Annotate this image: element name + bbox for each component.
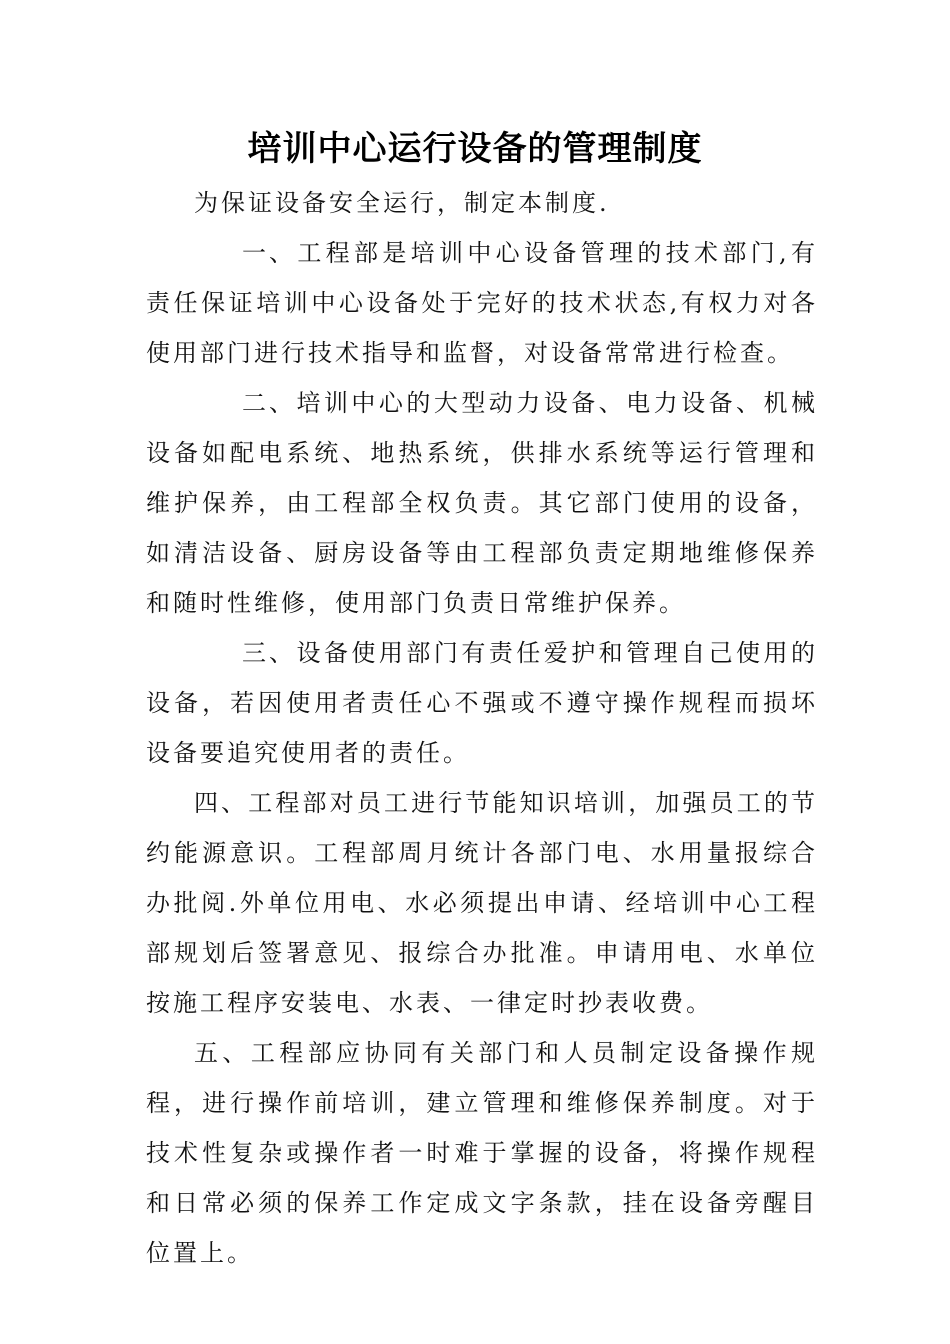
document-title: 培训中心运行设备的管理制度 xyxy=(247,129,703,169)
clause-3 xyxy=(146,628,818,778)
clause-5-text: 工程部应协同有关部门和人员制定设备操作规程，进行操作前培训，建立管理和维修保养制度。对于技术性复杂或操作者一时难于掌握的设备，将操作规程和日常必须的保养工作定成文字条款，挂在设备旁醒目位置上。 xyxy=(146,1039,819,1267)
clause-5 xyxy=(146,1028,818,1278)
clause-2-text: 培训中心的大型动力设备、电力设备、机械设备如配电系统、地热系统，供排水系统等运行管理和维护保养，由工程部全权负责。其它部门使用的设备，如清洁设备、厨房设备等由工程部负责定期地维修保养和随时性维修，使用部门负责日常维护保养。 xyxy=(146,389,818,617)
intro-paragraph: 为保证设备安全运行，制定本制度. xyxy=(194,189,610,217)
clause-4-text: 工程部对员工进行节能知识培训，加强员工的节约能源意识。工程部周月统计各部门电、水用量报综合办批阅.外单位用电、水必须提出申请、经培训中心工程部规划后签署意见、报综合办批准。申请用电、水单位按施工程序安装电、水表、一律定时抄表收费。 xyxy=(146,789,819,1017)
clause-4-number: 四、 xyxy=(194,789,249,817)
clause-3-number: 三、 xyxy=(242,639,296,667)
clause-5-number: 五、 xyxy=(194,1039,251,1067)
clause-1-number: 一、 xyxy=(242,239,296,267)
document-body xyxy=(146,178,818,1278)
clause-3-text: 设备使用部门有责任爱护和管理自己使用的设备，若因使用者责任心不强或不遵守操作规程而损坏设备要追究使用者的责任。 xyxy=(146,639,818,767)
clause-1 xyxy=(146,228,818,378)
clause-2 xyxy=(146,378,818,628)
clause-4 xyxy=(146,778,818,1028)
clause-2-number: 二、 xyxy=(242,389,296,417)
clause-1-text: 工程部是培训中心设备管理的技术部门,有责任保证培训中心设备处于完好的技术状态,有权力对各使用部门进行技术指导和监督，对设备常常进行检查。 xyxy=(146,239,818,367)
